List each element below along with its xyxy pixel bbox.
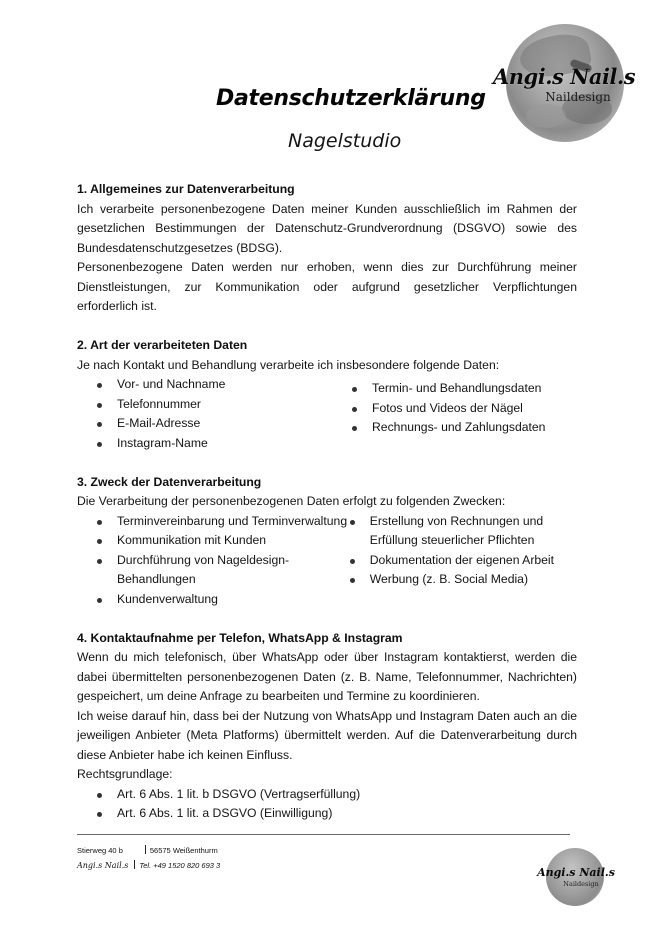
footer-divider <box>77 834 570 835</box>
list-item: Art. 6 Abs. 1 lit. a DSGVO (Einwilligung) <box>77 804 577 824</box>
list-item: Art. 6 Abs. 1 lit. b DSGVO (Vertragserfüllung) <box>77 785 577 805</box>
list-item: Rechnungs- und Zahlungsdaten <box>354 418 574 438</box>
bullet-columns <box>77 512 577 610</box>
section-heading: 1. Allgemeines zur Datenverarbeitung <box>77 182 295 196</box>
list-item: Fotos und Videos der Nägel <box>354 399 574 419</box>
footer-contact <box>77 860 220 870</box>
list-item: Vor- und Nachname <box>77 375 354 395</box>
page-title: Datenschutzerklärung <box>216 86 486 111</box>
list-item: Kundenverwaltung <box>77 590 350 610</box>
logo-sub-text: Naildesign <box>545 90 611 104</box>
logo-brand-text: Angi.s Nail.s <box>492 64 636 89</box>
footer-logo-sub-text: Naildesign <box>563 880 599 888</box>
paragraph: Ich weise darauf hin, dass bei der Nutzung von WhatsApp und Instagram Daten auch an die jeweiligen Anbieter (Meta Platforms) übermittelt werden. Auf die Datenverarbeitung durch diese Anbieter habe ich keinen Einfluss. <box>77 708 577 762</box>
list-item: Dokumentation der eigenen Arbeit <box>350 551 577 571</box>
page-subtitle: Nagelstudio <box>288 130 402 152</box>
list-item: Telefonnummer <box>77 395 354 415</box>
bullet-column-left <box>77 375 354 453</box>
bullet-column-right <box>350 512 577 610</box>
footer-brand: Angi.s Nail.s <box>77 861 129 870</box>
document-body <box>77 180 577 843</box>
section-contact <box>77 629 577 824</box>
list-item: Durchführung von Nageldesign-Behandlungen <box>77 551 350 590</box>
footer-logo-text: Angi.s Nail.s <box>537 866 615 879</box>
list-item: E-Mail-Adresse <box>77 414 354 434</box>
separator <box>145 845 146 854</box>
legal-basis-list <box>77 785 577 824</box>
paragraph: Personenbezogene Daten werden nur erhoben, wenn dies zur Durchführung meiner Dienstleistungen, zur Kommunikation oder aufgrund gesetzlicher Verpflichtungen erforderlich ist. <box>77 260 577 313</box>
list-item: Terminvereinbarung und Terminverwaltung <box>77 512 350 532</box>
section-purpose <box>77 473 577 610</box>
paragraph: Die Verarbeitung der personenbezogenen Daten erfolgt zu folgenden Zwecken: <box>77 494 506 508</box>
logo-decoration <box>526 104 566 128</box>
section-data-types <box>77 336 577 453</box>
section-general <box>77 180 577 317</box>
paragraph: Ich verarbeite personenbezogene Daten meiner Kunden ausschließlich im Rahmen der gesetzlichen Bestimmungen der Datenschutz-Grundverordnung (DSGVO) sowie des Bundesdatenschutzgesetzes (BDSG). <box>77 201 577 255</box>
footer-address <box>77 845 218 855</box>
bullet-column-left <box>77 512 350 610</box>
legal-basis-label: Rechtsgrundlage: <box>77 767 173 781</box>
bullet-columns <box>77 375 577 453</box>
section-heading: 2. Art der verarbeiteten Daten <box>77 338 248 352</box>
paragraph: Je nach Kontakt und Behandlung verarbeite ich insbesondere folgende Daten: <box>77 357 500 372</box>
list-item: Termin- und Behandlungsdaten <box>354 379 574 399</box>
footer-city: 56575 Weißenthurm <box>149 846 218 855</box>
paragraph: Wenn du mich telefonisch, über WhatsApp oder über Instagram kontaktierst, werden die dabei übermittelten personenbezogenen Daten (z. B. Name, Telefonnummer, Nachrichten) gespeichert, um deine Anfrage zu bearbeiten und Termine zu koordinieren. <box>77 650 577 703</box>
footer-phone: Tel. +49 1520 820 693 3 <box>139 861 221 870</box>
list-item: Instagram-Name <box>77 434 354 454</box>
section-heading: 3. Zweck der Datenverarbeitung <box>77 474 262 489</box>
section-heading: 4. Kontaktaufnahme per Telefon, WhatsApp & Instagram <box>77 630 403 645</box>
footer-street: Stierweg 40 b <box>77 846 123 855</box>
list-item: Kommunikation mit Kunden <box>77 531 350 551</box>
list-item: Erstellung von Rechnungen und Erfüllung steuerlicher Pflichten <box>350 512 577 551</box>
bullet-column-right <box>354 375 574 453</box>
separator <box>134 860 135 869</box>
list-item: Werbung (z. B. Social Media) <box>350 570 577 590</box>
